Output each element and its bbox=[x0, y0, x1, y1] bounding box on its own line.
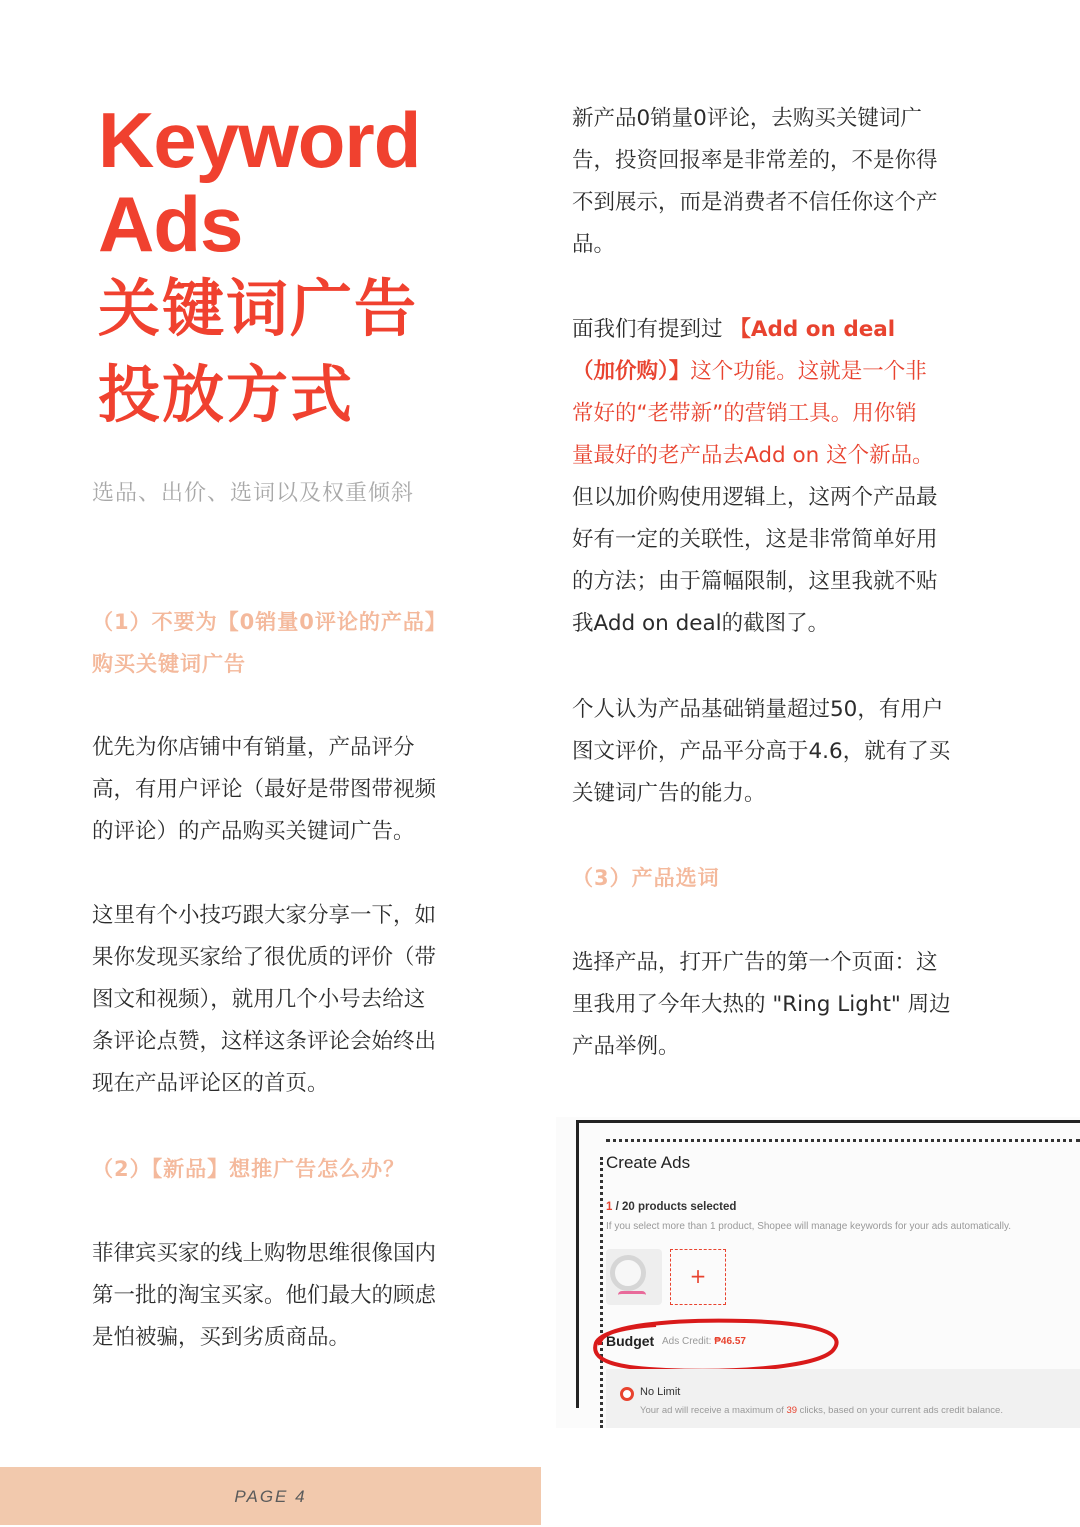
text-line: 第一批的淘宝买家。他们最大的顾虑 bbox=[92, 1283, 437, 1308]
ads-credit bbox=[662, 1336, 746, 1347]
text-line: 产品举例。 bbox=[572, 1034, 680, 1059]
text-line: 这里有个小技巧跟大家分享一下，如 bbox=[92, 903, 437, 928]
section2-para1 bbox=[92, 1233, 436, 1359]
text-line: 里我用了今年大热的 "Ring Light" 周边 bbox=[572, 992, 951, 1017]
budget-option-row bbox=[606, 1369, 1080, 1428]
no-limit-description bbox=[640, 1405, 1003, 1416]
text-line: 关键词广告的能力。 bbox=[572, 781, 766, 806]
text-line bbox=[572, 351, 938, 393]
text-line: 我Add on deal的截图了。 bbox=[572, 611, 830, 636]
dotted-border bbox=[606, 1139, 1080, 1142]
page-footer bbox=[0, 1467, 541, 1525]
text-line: 是怕被骗，买到劣质商品。 bbox=[92, 1325, 351, 1350]
budget-label: Budget bbox=[606, 1333, 655, 1349]
right-para3 bbox=[572, 689, 950, 815]
subtitle: 选品、出价、选词以及权重倾斜 bbox=[92, 481, 415, 506]
text-line: 但以加价购使用逻辑上，这两个产品最 bbox=[572, 485, 938, 510]
section3-para1 bbox=[572, 942, 951, 1068]
right-para1 bbox=[572, 98, 938, 266]
product-accessory-icon bbox=[618, 1291, 646, 1302]
no-limit-label[interactable]: No Limit bbox=[640, 1386, 681, 1398]
text-line bbox=[572, 309, 938, 351]
ring-light-product-thumbnail[interactable] bbox=[606, 1249, 662, 1305]
right-para2 bbox=[572, 309, 938, 645]
section1-heading bbox=[92, 601, 447, 685]
text-line: 品。 bbox=[572, 232, 616, 257]
keyword-hint: If you select more than 1 product, Shopee will manage keywords for your ads automatically. bbox=[606, 1221, 1012, 1232]
text-line: 的方法；由于篇幅限制，这里我就不贴 bbox=[572, 569, 938, 594]
plus-icon: + bbox=[689, 1264, 707, 1288]
add-on-deal-highlight: 【Add on deal bbox=[729, 317, 896, 342]
frame-border bbox=[576, 1120, 1080, 1123]
text-line: 告，投资回报率是非常差的，不是你得 bbox=[572, 148, 938, 173]
create-ads-screenshot bbox=[556, 1117, 1080, 1428]
selected-count: 1 bbox=[606, 1201, 613, 1213]
text-line: 图文评价，产品平分高于4.6，就有了买 bbox=[572, 739, 951, 764]
max-clicks-value: 39 bbox=[786, 1405, 798, 1416]
text-line: 菲律宾买家的线上购物思维很像国内 bbox=[92, 1241, 437, 1266]
no-limit-radio[interactable] bbox=[620, 1387, 634, 1401]
text-line: 常好的“老带新”的营销工具。用你销 bbox=[572, 401, 917, 426]
text-line: 好有一定的关联性，这是非常简单好用 bbox=[572, 527, 938, 552]
text-line: 新产品0销量0评论，去购买关键词广 bbox=[572, 106, 922, 131]
title-zh-line2: 投放方式 bbox=[98, 358, 355, 431]
products-selected bbox=[606, 1201, 736, 1213]
section1-heading-line1: （1）不要为【0销量0评论的产品】 bbox=[92, 610, 447, 634]
text-line: 优先为你店铺中有销量，产品评分 bbox=[92, 735, 415, 760]
title-zh-line1: 关键词广告 bbox=[98, 272, 419, 345]
ring-light-icon bbox=[610, 1255, 646, 1291]
page-title bbox=[98, 98, 420, 438]
text-line: 条评论点赞，这样这条评论会始终出 bbox=[92, 1029, 437, 1054]
section2-heading: （2）【新品】想推广告怎么办？ bbox=[92, 1157, 406, 1181]
desc-text: Your ad will receive a maximum of bbox=[640, 1405, 784, 1416]
add-on-deal-cn-highlight: （加价购）】 bbox=[572, 359, 691, 384]
text-line: 高，有用户评论（最好是带图带视频 bbox=[92, 777, 437, 802]
text-line: 现在产品评论区的首页。 bbox=[92, 1071, 329, 1096]
text-line: 不到展示，而是消费者不信任你这个产 bbox=[572, 190, 938, 215]
dotted-border bbox=[600, 1157, 603, 1428]
frame-border bbox=[576, 1120, 579, 1408]
add-product-button[interactable] bbox=[670, 1249, 726, 1305]
text-line: 选择产品，打开广告的第一个页面：这 bbox=[572, 950, 938, 975]
desc-text: clicks, based on your current ads credit balance. bbox=[799, 1405, 1003, 1416]
text-line: 个人认为产品基础销量超过50，有用户 bbox=[572, 697, 944, 722]
title-en-line2: Ads bbox=[98, 180, 243, 268]
create-ads-title: Create Ads bbox=[606, 1153, 691, 1172]
page-number: PAGE 4 bbox=[234, 1487, 307, 1506]
selected-rest: / 20 products selected bbox=[615, 1201, 737, 1213]
text-line: 的评论）的产品购买关键词广告。 bbox=[92, 819, 415, 844]
text-line: 量最好的老产品去Add on 这个新品。 bbox=[572, 443, 934, 468]
text-line: 果你发现买家给了很优质的评价（带 bbox=[92, 945, 437, 970]
text-plain: 面我们有提到过 bbox=[572, 317, 723, 342]
credit-label: Ads Credit: bbox=[662, 1336, 712, 1347]
text-line: 图文和视频），就用几个小号去给这 bbox=[92, 987, 426, 1012]
section1-heading-line2: 购买关键词广告 bbox=[92, 652, 246, 676]
section1-para1 bbox=[92, 727, 436, 853]
credit-value: ₱46.57 bbox=[714, 1336, 746, 1347]
section3-heading: （3）产品选词 bbox=[572, 866, 720, 890]
text-red: 这个功能。这就是一个非 bbox=[690, 359, 927, 384]
section1-para2 bbox=[92, 895, 436, 1105]
title-en-line1: Keyword bbox=[98, 96, 421, 184]
